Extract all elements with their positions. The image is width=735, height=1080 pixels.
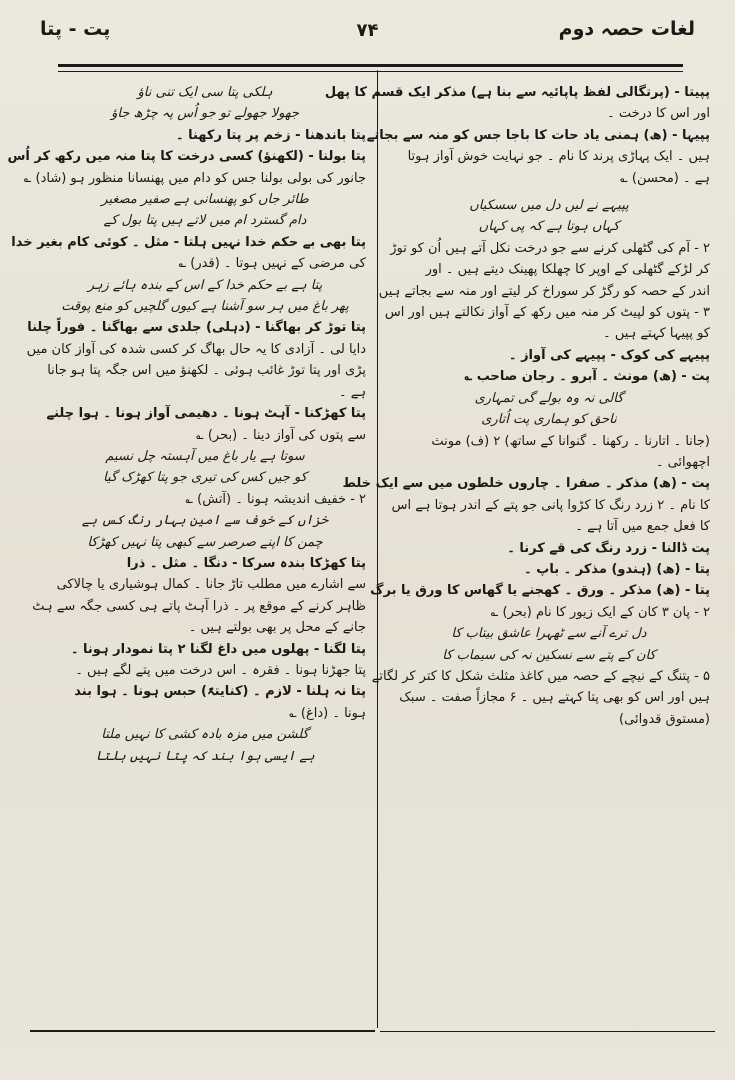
verse-line: پپیہے نے لیں دل میں سسکیاں	[469, 198, 629, 214]
entry-headword-line: پتا - (ھ) (ہندو) مذکر ۔ باپ ۔	[524, 561, 710, 577]
text-line: اندر کے حصہ کو رگڑ کر سوراخ کر لیتے اور منہ سے بجاتے ہیں	[378, 283, 710, 299]
entry-headword-line: پتا - (ھ) مذکر ۔ ورق ۔ کھجنے یا گھاس کا ورق یا برگ	[370, 583, 710, 599]
text-line: جانے کے محل پر بھی بولتے ہیں ۔	[188, 620, 366, 636]
verse-line: خزاں کے خوف سے امین بہار رنگ کس ہے	[81, 513, 329, 529]
verse-line: پتا ہے بے حکم خدا کے اس کے بندہ ہائے زہر	[87, 277, 323, 293]
text-line: کر لڑکے گٹھلی کے اوپر کا چھلکا پھینک دیتے ہیں ۔ اور	[425, 262, 710, 278]
text-line: ہونا ۔ (داغ) ؎	[289, 705, 366, 721]
entry-headword-line: پپیہا - (ھ) ہمنی یاد حات کا باجا جس کو منہ سے بجاتے	[366, 127, 710, 143]
verse-line: چمن کا اپنے صرصر سے کبھی پتا نہیں کھڑکا	[87, 534, 323, 550]
text-line: ظاہر کرنے کے موقع پر ۔ ذرا آہٹ پاتے ہی کسی جگہ سے ہٹ	[32, 598, 366, 614]
footer-rule-left	[30, 1030, 375, 1032]
verse-line: پھر باغ میں ہر سو آشنا ہے کیوں گلچیں کو منع پوقت	[61, 299, 349, 315]
verse-line: گلشن میں مزہ بادہ کشی کا نہیں ملتا	[101, 727, 309, 743]
verse-line: گالی نہ وہ بولے گی تمہاری	[474, 390, 624, 406]
text-line: ہے ۔ (محسن) ؎	[620, 170, 710, 186]
verse-line: جھولا جھولے تو جو اُس پہ چڑھ جاؤ	[111, 106, 299, 122]
text-line: ہیں ۔ ایک پہاڑی پرند کا نام ۔ جو نہایت خوش آواز ہوتا	[407, 149, 710, 165]
entry-headword-line: پتا بھی بے حکم خدا نہیں ہلتا - مثل ۔ کوئی کام بغیر خدا	[11, 234, 366, 250]
column-divider	[377, 70, 378, 1028]
entry-headword-line: پتا کھڑکنا - آہٹ ہونا ۔ دھیمی آواز ہونا ۔ ہوا چلنے	[46, 406, 366, 422]
entry-headword-line: پتا لگنا - پھلوں میں داغ لگنا ۲ پتا نمودار ہونا ۔	[70, 641, 366, 657]
footer-rule-right	[380, 1031, 715, 1032]
verse-line: دل ترے آنے سے ٹھہرا عاشق بیتاب کا	[451, 626, 647, 642]
entry-headword-line: پپیتا - (پرتگالی لفظ پاپائیہ سے بنا ہے) مذکر ایک قسم کا پھل	[324, 85, 710, 100]
text-line: اور اس کا درخت ۔	[607, 106, 710, 122]
verse-line: کہاں ہوتا ہے کہ پی کہاں	[478, 219, 620, 235]
entry-headword-line: پتا باندھنا - زخم پر پتا رکھنا ۔	[175, 127, 366, 143]
text-line: دایا لی ۔ آزادی کا یہ حال بھاگ کر کسی شدہ کی آواز کان میں	[26, 341, 366, 357]
entry-range: پت - پتا	[40, 18, 111, 40]
header-rule	[58, 64, 683, 67]
text-line: ہے ۔	[339, 384, 366, 400]
text-line: ۲ - پان ۳ کان کے ایک زیور کا نام (بحر) ؎	[490, 604, 710, 620]
verse-line: طائر جاں کو پھنسانی ہے صفیر مصغیر	[101, 192, 309, 208]
text-line: پڑی اور پتا توڑ غائب ہوئی ۔ لکھنؤ میں اس جگہ پتا ہو جانا	[47, 363, 366, 379]
entry-headword-line: پتا نہ ہلنا - لازم ۔ (کنایتہً) حبس ہونا ۔ ہوا بند	[74, 684, 366, 700]
verse-line: ہلکی پتا سی ایک تنی ناؤ	[137, 85, 273, 100]
entry-headword-line: پت - (ھ) مونث ۔ آبرو ۔ رجان صاحب ؎	[464, 369, 710, 385]
entry-headword-line: پپیہے کی کوک - پپیہے کی آواز ۔	[508, 347, 710, 363]
text-line: ۲ - آم کی گٹھلی کرنے سے جو درخت نکل آتے ہیں اُن کو توڑ	[390, 240, 710, 256]
text-line: کی مرضی کے نہیں ہوتا ۔ (قدر) ؎	[178, 256, 366, 272]
text-line: ۲ - خفیف اندیشہ ہونا ۔ (آتش) ؎	[185, 491, 366, 507]
text-line: کا نام ۔ ۲ زرد رنگ کا کڑوا پانی جو پتے کے اندر ہوتا ہے اس	[391, 497, 710, 513]
text-line: پتا جھڑنا ہونا ۔ فقرہ ۔ اس درخت میں پتے لگے ہیں ۔	[75, 662, 366, 678]
text-line: (جانا ۔ اتارنا ۔ رکھنا ۔ گنوانا کے ساتھ) ۲ (ف) مونث	[431, 433, 710, 449]
text-line: سے اشارے میں مطلب تاڑ جانا ۔ کمال ہوشیاری یا چالاکی	[56, 577, 366, 593]
text-line: ۵ - پتنگ کے نیچے کے حصہ میں کاغذ مثلث شکل کا کتر کر لگاتے	[371, 668, 710, 684]
text-line: ہیں اور اس کو بھی پتا کہتے ہیں ۔ ۶ مجازاً صفت ۔ سبک	[399, 690, 710, 706]
text-line: اچھوائی ۔	[655, 454, 710, 470]
page-number: ۷۴	[356, 20, 379, 41]
entry-headword-line: پتا بولنا - (لکھنؤ) کسی درخت کا پتا منہ میں رکھ کر اُس	[7, 149, 366, 165]
verse-line: کان کے پتے سے نسکین نہ کی سیماب کا	[442, 647, 656, 663]
running-title: لغات حصہ دوم	[558, 18, 695, 40]
text-line: جانور کی بولی بولنا جس کو دام میں پھنسانا منظور ہو (شاد) ؎	[23, 170, 366, 186]
entry-headword-line: پت - (ھ) مذکر ۔ صفرا ۔ چاروں خلطوں میں سے ایک خلط	[342, 476, 710, 492]
verse-line: سوتا ہے یار باغ میں آہستہ چل نسیم	[105, 448, 305, 464]
text-line: (مستوق قدوائی)	[619, 711, 710, 727]
text-line: کا فعل جمع میں آتا ہے ۔	[575, 519, 710, 535]
page-header	[40, 18, 695, 56]
entry-headword-line: پت ڈالنا - زرد رنگ کی قے کرنا ۔	[507, 540, 710, 556]
text-line: سے پتوں کی آواز دینا ۔ (بحر) ؎	[196, 427, 366, 443]
text-line: کو پپیہا کہتے ہیں ۔	[603, 326, 710, 342]
verse-line: کو جیں کس کی تیری جو پتا کھڑک گیا	[103, 470, 307, 486]
verse-line: ہے ایسی ہوا بند کہ پتا نہیں ہلتا	[95, 748, 315, 764]
header-rule-thin	[58, 71, 683, 72]
verse-line: ناحق کو ہماری پت اُتاری	[481, 412, 617, 428]
entry-headword-line: پتا کھڑکا بندہ سرکا - دنگا ۔ مثل ۔ ذرا	[126, 555, 366, 571]
text-line: ۳ - پتوں کو لپیٹ کر منہ میں رکھ کے آواز نکالتے ہیں اور اس	[384, 305, 710, 321]
entry-headword-line: پتا توڑ کر بھاگنا - (دہلی) جلدی سے بھاگنا ۔ فوراً چلنا	[27, 320, 366, 336]
left-column	[7, 82, 366, 767]
verse-line: دام گسترد ام میں لاتے ہیں پتا بول کے	[103, 213, 307, 229]
